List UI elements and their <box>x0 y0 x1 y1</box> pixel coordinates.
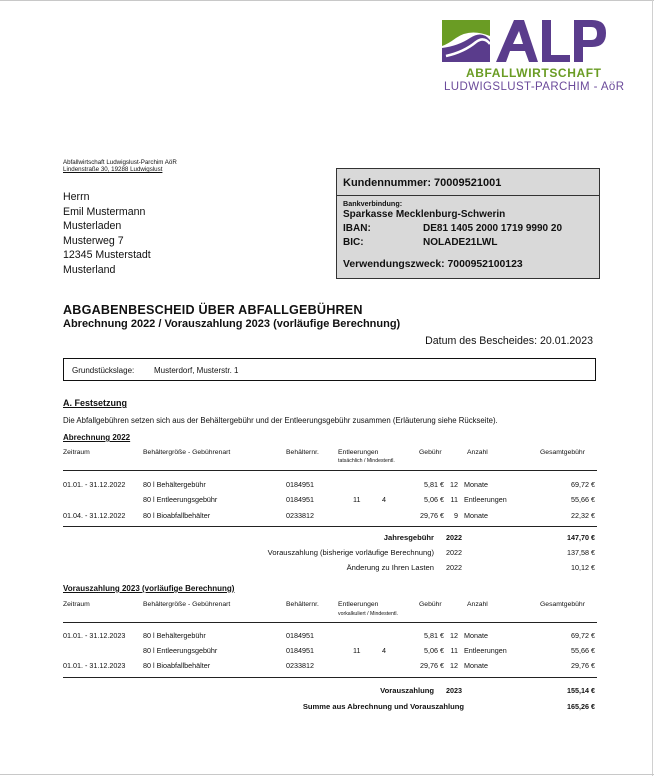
col-header-entleerungen-sub: vorkalkuliert / Mindestentl. <box>338 611 398 617</box>
cell-anzahl: 12 <box>450 631 458 640</box>
cell-zeitraum: 01.04. - 31.12.2022 <box>63 511 126 520</box>
recipient-line: Musterladen <box>63 220 122 233</box>
bank-label: Bankverbindung: <box>343 199 403 208</box>
sum-label: Vorauszahlung (bisherige vorläufige Berechnung) <box>267 548 434 557</box>
sum-value: 137,58 € <box>567 548 595 557</box>
cell-art: 80 l Bioabfallbehälter <box>143 511 211 520</box>
recipient-line: Herrn <box>63 191 90 203</box>
col-header-gebuehr: Gebühr <box>419 449 442 456</box>
cell-gebuehr: 29,76 € <box>420 511 444 520</box>
table-divider <box>63 526 597 527</box>
iban-label: IBAN: <box>343 223 371 234</box>
alp-logo-graphic <box>440 16 610 66</box>
page-border-bottom <box>0 774 654 775</box>
document-subtitle: Abrechnung 2022 / Vorauszahlung 2023 (vorläufige Berechnung) <box>63 318 401 330</box>
cell-anzahl: 9 <box>454 511 458 520</box>
col-header-behaelternr: Behälternr. <box>286 449 319 456</box>
cell-gesamt: 22,32 € <box>571 511 595 520</box>
sum-label: Vorauszahlung <box>380 686 434 695</box>
cell-gebuehr: 5,81 € <box>424 631 444 640</box>
verwendungszweck: Verwendungszweck: 7000952100123 <box>343 259 523 270</box>
col-header-behaelternr: Behälternr. <box>286 601 319 608</box>
table-divider <box>63 470 597 471</box>
sum-value: 155,14 € <box>567 686 595 695</box>
bank-name: Sparkasse Mecklenburg-Schwerin <box>343 209 506 220</box>
cell-einheit: Entleerungen <box>464 646 507 655</box>
cell-gebuehr: 5,06 € <box>424 495 444 504</box>
cell-einheit: Monate <box>464 661 488 670</box>
cell-art: 80 l Behältergebühr <box>143 480 206 489</box>
vorauszahlung-title: Vorauszahlung 2023 (vorläufige Berechnung) <box>63 584 235 593</box>
cell-nr: 0184951 <box>286 495 314 504</box>
cell-einheit: Monate <box>464 480 488 489</box>
cell-entl-planned: 11 <box>353 646 361 655</box>
logo-line2: LUDWIGSLUST-PARCHIM - AöR <box>444 81 625 93</box>
col-header-anzahl: Anzahl <box>467 449 488 456</box>
cell-nr: 0184951 <box>286 646 314 655</box>
abrechnung-title: Abrechnung 2022 <box>63 433 131 442</box>
cell-gebuehr: 5,06 € <box>424 646 444 655</box>
col-header-entleerungen: Entleerungen <box>338 601 379 608</box>
page-border-top <box>0 0 654 1</box>
table-divider <box>63 622 597 623</box>
document-title: ABGABENBESCHEID ÜBER ABFALLGEBÜHREN <box>63 303 363 317</box>
cell-nr: 0233812 <box>286 661 314 670</box>
logo-line1: ABFALLWIRTSCHAFT <box>466 66 602 80</box>
customer-info-box <box>336 168 600 279</box>
cell-gebuehr: 29,76 € <box>420 661 444 670</box>
cell-art: 80 l Entleerungsgebühr <box>143 646 218 655</box>
sum-value: 147,70 € <box>567 533 595 542</box>
recipient-line: Musterweg 7 <box>63 234 124 247</box>
sum-label: Summe aus Abrechnung und Vorauszahlung <box>302 702 464 711</box>
sum-label: Jahresgebühr <box>383 533 434 542</box>
cell-gesamt: 69,72 € <box>571 631 595 640</box>
cell-gesamt: 29,76 € <box>571 661 595 670</box>
cell-einheit: Entleerungen <box>464 495 507 504</box>
cell-nr: 0233812 <box>286 511 314 520</box>
cell-entl-min: 4 <box>382 646 386 655</box>
sum-label: Änderung zu Ihren Lasten <box>346 563 434 572</box>
recipient-address <box>63 190 151 278</box>
bic-value: NOLADE21LWL <box>423 237 498 248</box>
col-header-entleerungen-sub: tatsächlich / Mindestentl. <box>338 458 395 464</box>
recipient-line: Musterland <box>63 263 116 276</box>
col-header-entleerungen: Entleerungen <box>338 449 379 456</box>
sender-address <box>63 159 177 173</box>
sum-value: 10,12 € <box>571 563 595 572</box>
sum-year: 2022 <box>446 548 462 557</box>
cell-nr: 0184951 <box>286 480 314 489</box>
document-date: Datum des Bescheides: 20.01.2023 <box>425 335 593 347</box>
sum-value: 165,26 € <box>567 702 595 711</box>
recipient-line: 12345 Musterstadt <box>63 249 151 262</box>
iban-value: DE81 1405 2000 1719 9990 20 <box>423 223 563 234</box>
col-header-behaelter: Behältergröße - Gebührenart <box>143 601 231 608</box>
sender-line2: Lindenstraße 30, 19288 Ludwigslust <box>63 166 163 173</box>
cell-art: 80 l Behältergebühr <box>143 631 206 640</box>
col-header-behaelter: Behältergröße - Gebührenart <box>143 449 231 456</box>
cell-gesamt: 55,66 € <box>571 495 595 504</box>
col-header-anzahl: Anzahl <box>467 601 488 608</box>
cell-anzahl: 12 <box>450 480 458 489</box>
cell-nr: 0184951 <box>286 631 314 640</box>
col-header-gesamt: Gesamtgebühr <box>540 449 585 456</box>
col-header-zeitraum: Zeitraum <box>63 449 90 456</box>
cell-gebuehr: 5,81 € <box>424 480 444 489</box>
cell-zeitraum: 01.01. - 31.12.2023 <box>63 661 126 670</box>
property-location-value: Musterdorf, Musterstr. 1 <box>154 366 239 375</box>
cell-gesamt: 55,66 € <box>571 646 595 655</box>
cell-zeitraum: 01.01. - 31.12.2022 <box>63 480 126 489</box>
property-location-box <box>63 358 596 381</box>
sender-line1: Abfallwirtschaft Ludwigslust-Parchim AöR <box>63 159 177 166</box>
col-header-zeitraum: Zeitraum <box>63 601 90 608</box>
cell-einheit: Monate <box>464 631 488 640</box>
cell-einheit: Monate <box>464 511 488 520</box>
recipient-line: Emil Mustermann <box>63 205 146 218</box>
property-location-label: Grundstückslage: <box>72 366 135 375</box>
sum-year: 2022 <box>446 533 462 542</box>
box-divider <box>337 195 599 196</box>
sum-year: 2022 <box>446 563 462 572</box>
cell-anzahl: 11 <box>450 495 458 504</box>
cell-entl-min: 4 <box>382 495 386 504</box>
col-header-gebuehr: Gebühr <box>419 601 442 608</box>
page-border-right <box>652 0 653 776</box>
col-header-gesamt: Gesamtgebühr <box>540 601 585 608</box>
cell-entl-actual: 11 <box>353 495 361 504</box>
cell-anzahl: 12 <box>450 661 458 670</box>
cell-art: 80 l Entleerungsgebühr <box>143 495 218 504</box>
bic-label: BIC: <box>343 237 364 248</box>
cell-zeitraum: 01.01. - 31.12.2023 <box>63 631 126 640</box>
sum-year: 2023 <box>446 686 462 695</box>
cell-art: 80 l Bioabfallbehälter <box>143 661 211 670</box>
cell-anzahl: 11 <box>450 646 458 655</box>
cell-gesamt: 69,72 € <box>571 480 595 489</box>
customer-number: Kundennummer: 70009521001 <box>343 177 502 189</box>
section-a-text: Die Abfallgebühren setzen sich aus der Behältergebühr und der Entleerungsgebühr zusammen (Erläuterung siehe Rückseite). <box>63 416 498 425</box>
section-a-title: A. Festsetzung <box>63 398 128 408</box>
table-divider <box>63 677 597 678</box>
